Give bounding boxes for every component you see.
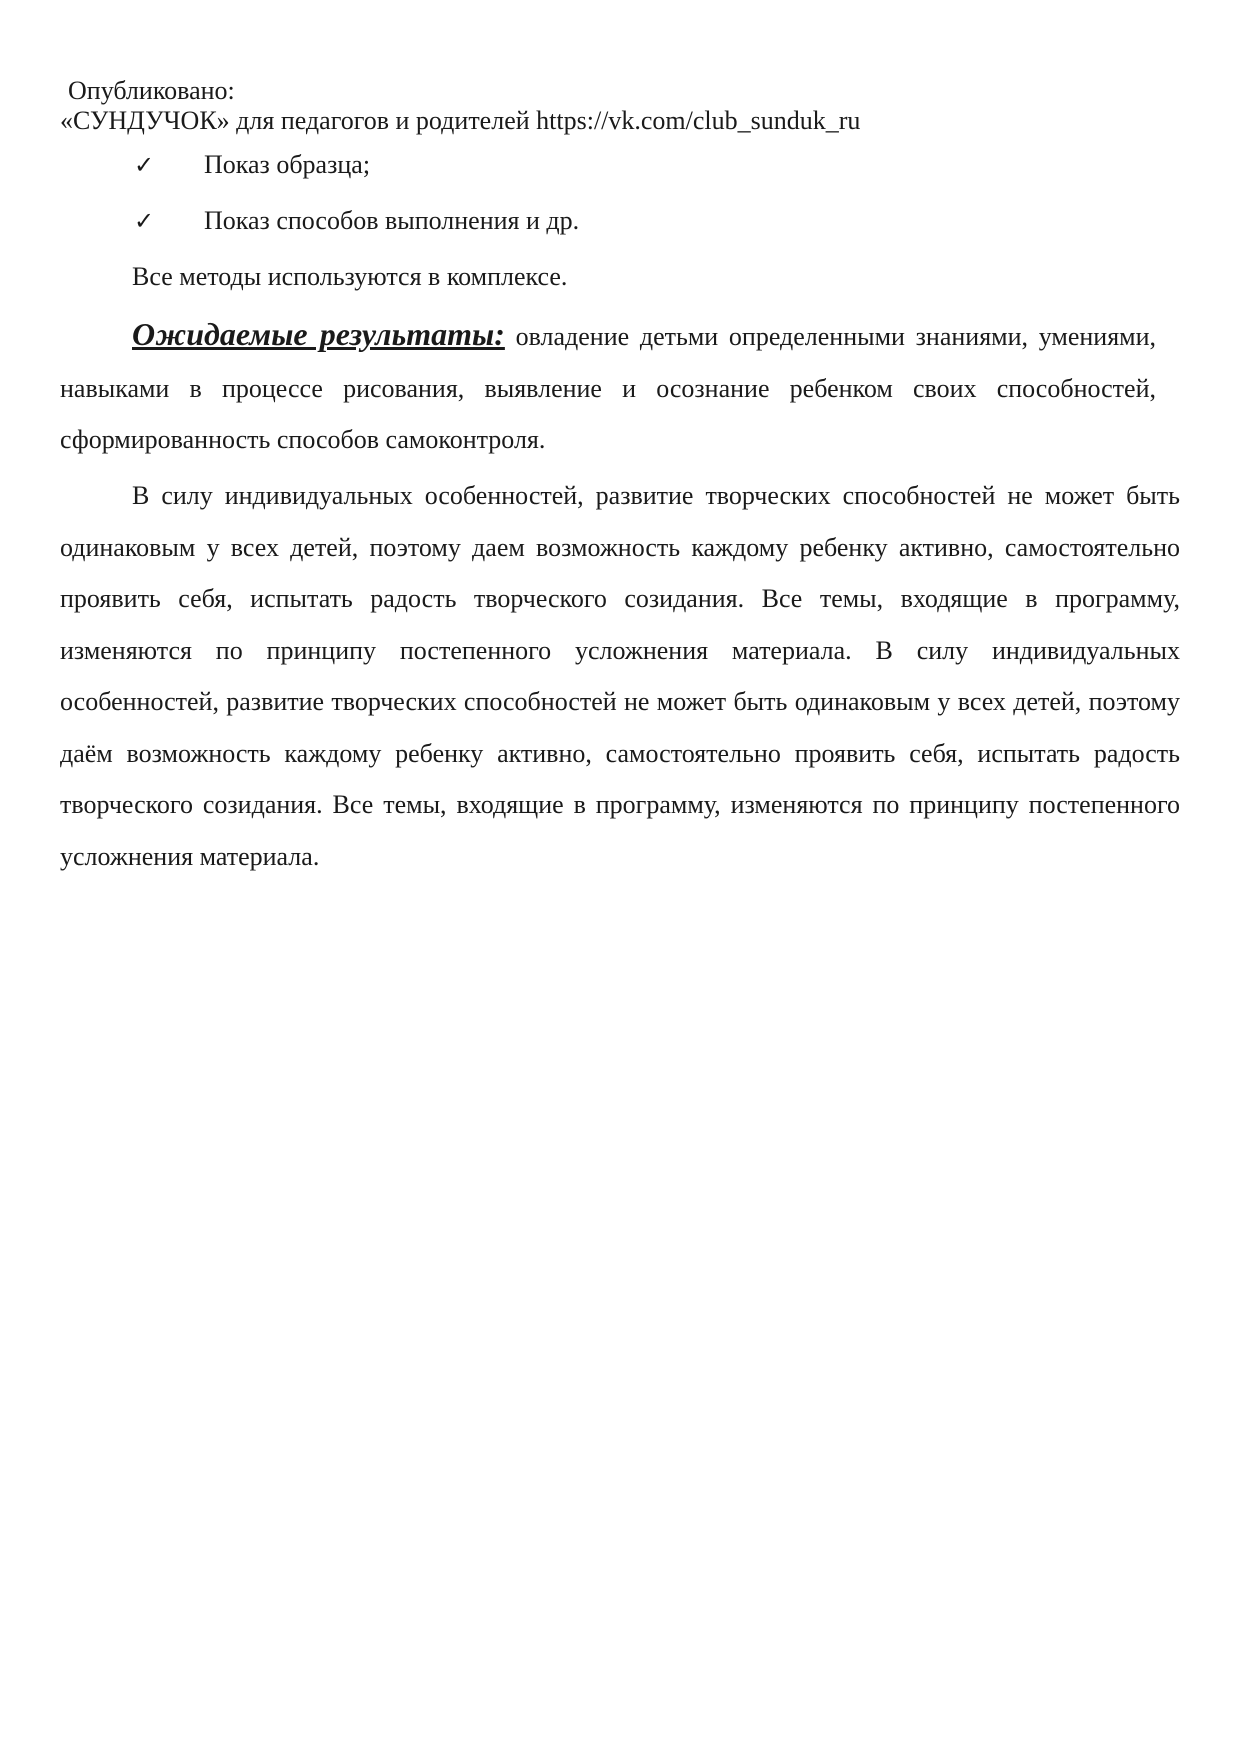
list-item — [134, 150, 370, 180]
published-label: Опубликовано: — [68, 76, 235, 105]
results-paragraph — [60, 309, 1156, 466]
publication-header — [60, 76, 860, 136]
checkmark-icon: ✓ — [134, 151, 155, 179]
results-heading: Ожидаемые результаты: — [132, 316, 505, 352]
list-item-text: Показ образца; — [204, 150, 371, 179]
list-item — [134, 206, 579, 236]
list-item-text: Показ способов выполнения и др. — [204, 206, 580, 235]
creative-paragraph: В силу индивидуальных особенностей, развитие творческих способностей не может быть одинаковым у всех детей, поэтому даем возможность каждому ребенку активно, самостоятельно проявить себя, испытать радость творческого созидания. Все темы, входящие в программу, изменяются по принципу постепенного усложнения материала. В силу индивидуальных особенностей, развитие творческих способностей не может быть одинаковым у всех детей, поэтому даём возможность каждому ребенку активно, самостоятельно проявить себя, испытать радость творческого созидания. Все темы, входящие в программу, изменяются по принципу постепенного усложнения материала. — [60, 481, 1180, 871]
results-text: овладение детьми определенными знаниями, умениями, навыками в процессе рисования, выявление и осознание ребенком своих способностей, сформированность способов самоконтроля. — [60, 322, 1157, 454]
source-line: «СУНДУЧОК» для педагогов и родителей https://vk.com/club_sunduk_ru — [60, 106, 861, 135]
methods-note: Все методы используются в комплексе. — [132, 262, 568, 291]
checkmark-icon: ✓ — [134, 207, 155, 235]
